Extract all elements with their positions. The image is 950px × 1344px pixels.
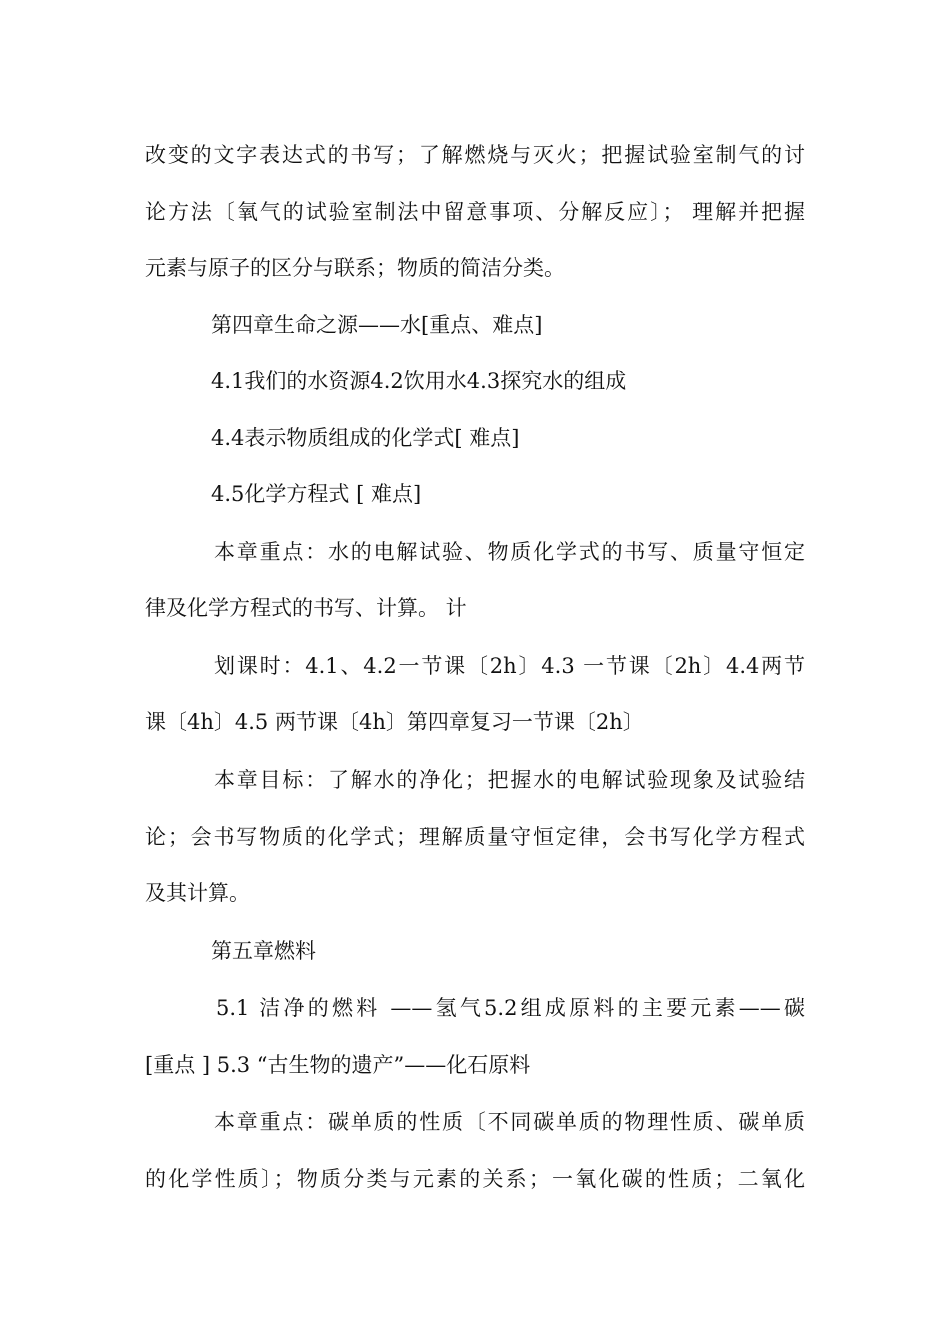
text-line: 律及化学方程式的书写、计算。 计 [145,596,467,620]
text-line: 改变的文字表达式的书写；了解燃烧与灭火；把握试验室制气的讨 [145,143,805,167]
chapter-heading: 第四章生命之源——水[重点、难点] [211,313,543,337]
text-line: 论；会书写物质的化学式；理解质量守恒定律，会书写化学方程式 [145,825,805,849]
text-line: 本章目标：了解水的净化；把握水的电解试验现象及试验结 [214,768,805,792]
section-line: [重点 ] 5.3 “古生物的遗产”——化石原料 [145,1053,531,1077]
text-line: 本章重点：水的电解试验、物质化学式的书写、质量守恒定 [214,540,805,564]
text-line: 划课时：4.1、4.2一节课〔2h〕4.3 一节课〔2h〕4.4两节 [214,654,805,678]
text-line: 元素与原子的区分与联系；物质的简洁分类。 [145,256,565,280]
text-line: 本章重点：碳单质的性质〔不同碳单质的物理性质、碳单质 [214,1110,805,1134]
section-line: 4.4表示物质组成的化学式[ 难点] [211,426,520,450]
text-line: 课〔4h〕4.5 两节课〔4h〕第四章复习一节课〔2h〕 [145,710,644,734]
section-line: 5.1 洁净的燃料 ——氢气5.2组成原料的主要元素——碳 [216,996,805,1020]
text-line: 论方法〔氧气的试验室制法中留意事项、分解反应〕； 理解并把握 [145,200,805,224]
chapter-heading: 第五章燃料 [211,939,316,963]
text-line: 及其计算。 [145,881,250,905]
section-line: 4.1我们的水资源4.2饮用水4.3探究水的组成 [211,369,627,393]
text-line: 的化学性质〕；物质分类与元素的关系；一氧化碳的性质；二氧化 [145,1167,805,1191]
section-line: 4.5化学方程式 [ 难点] [211,482,422,506]
